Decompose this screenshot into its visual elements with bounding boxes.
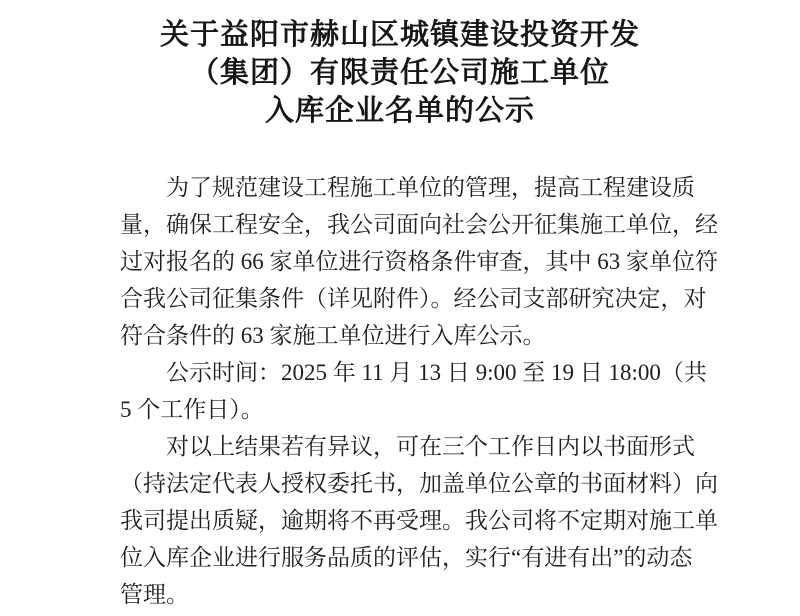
- text-line: 5 个工作日）。: [120, 397, 264, 422]
- text-line: （持法定代表人授权委托书，加盖单位公章的书面材料）向: [120, 471, 718, 496]
- text-line: 合我公司征集条件（详见附件）。经公司支部研究决定，对: [120, 286, 707, 311]
- paragraph: [120, 354, 707, 428]
- text-line: 符合条件的 63 家施工单位进行入库公示。: [120, 323, 546, 348]
- title-line: 关于益阳市赫山区城镇建设投资开发: [159, 19, 640, 51]
- text-line: 公示时间：2025 年 11 月 13 日 9:00 至 19 日 18:00（共: [166, 360, 707, 385]
- text-line: 管理。: [120, 582, 189, 607]
- text-line: 量，确保工程安全，我公司面向社会公开征集施工单位，经: [120, 212, 718, 237]
- paragraph: [120, 428, 718, 613]
- text-line: 对以上结果若有异议，可在三个工作日内以书面形式: [166, 434, 695, 459]
- document-title: [0, 16, 800, 130]
- document-body: [120, 169, 718, 613]
- title-line: 入库企业名单的公示: [264, 95, 535, 127]
- paragraph: [120, 169, 718, 354]
- text-line: 我司提出质疑，逾期将不再受理。我公司将不定期对施工单: [120, 508, 718, 533]
- title-line: （集团）有限责任公司施工单位: [189, 57, 610, 89]
- text-line: 过对报名的 66 家单位进行资格条件审查，其中 63 家单位符: [120, 249, 718, 274]
- text-line: 位入库企业进行服务品质的评估，实行“有进有出”的动态: [120, 545, 693, 570]
- text-line: 为了规范建设工程施工单位的管理，提高工程建设质: [166, 175, 695, 200]
